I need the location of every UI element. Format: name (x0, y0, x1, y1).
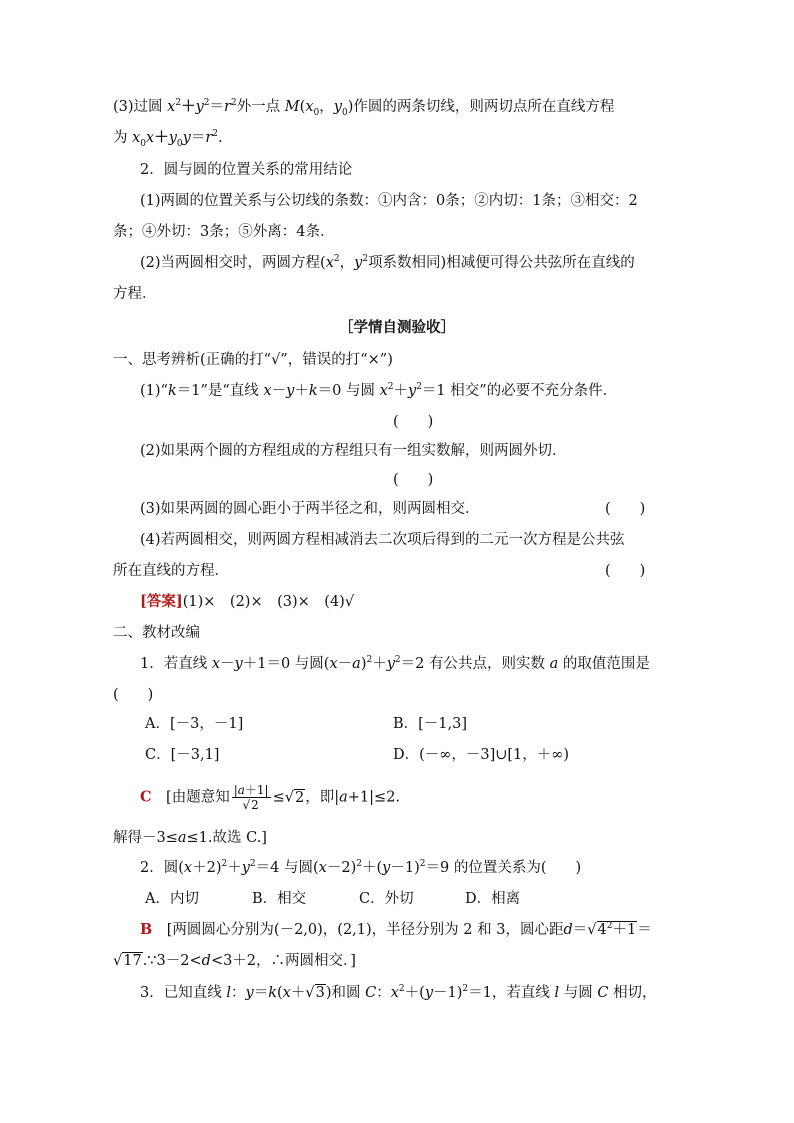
answer-blank-1: ( ) (393, 414, 434, 430)
conclusion-1-line1: (1)两圆的位置关系与公切线的条数：①内含：0条；②内切：1条；③相交：2 (140, 193, 638, 209)
exercise-1-option-b: B．[－1,3] (393, 716, 468, 732)
exercise-1-option-c: C．[－3,1] (145, 747, 220, 763)
conclusion-3-line2: 为 $x_0x+y_0y=r^2$. (113, 129, 223, 149)
section-title: ［学情自测验收］ (339, 319, 455, 336)
exercise-2-option-a: A．内切 (145, 891, 199, 907)
part2-title: 二、教材改编 (113, 625, 200, 641)
exercise-2-option-b: B．相交 (252, 891, 307, 907)
exercise-1-solution-line1: C [由题意知 $\frac{|a+1|}{√2}$ ≤√2，即|a+1|≤2. (140, 783, 401, 812)
exercise-1-option-a: A．[－3，－1] (145, 716, 244, 732)
answer-blank-2: ( ) (393, 472, 434, 488)
exercise-2-option-c: C．外切 (359, 891, 414, 907)
question-3: (3)如果两圆的圆心距小于两半径之和，则两圆相交． (140, 501, 480, 517)
answer-line: [答案](1)× (2)× (3)× (4)√ (140, 593, 355, 610)
conclusion-1-line2: 条；④外切：3条；⑤外离：4条． (113, 224, 335, 240)
subsection-title: 2．圆与圆的位置关系的常用结论 (140, 162, 353, 178)
fraction: $\frac{|a+1|}{√2}$ (233, 783, 269, 812)
question-4-line2: 所在直线的方程． (113, 563, 229, 579)
question-4-line1: (4)若两圆相交，则两圆方程相减消去二次项后得到的二元一次方程是公共弦 (140, 532, 625, 548)
exercise-2-option-d: D．相离 (465, 891, 521, 907)
exercise-2-line1: 2．圆$(x+2)^2+y^2=4$ 与圆$(x-2)^2+(y-1)^2=9$ 的位置关系为( ) (140, 859, 582, 876)
exercise-2-solution-line1: B [两圆圆心分别为(－2,0)，(2,1)，半径分别为 2 和 3，圆心距$d=√4^2+1=$ (140, 921, 652, 938)
conclusion-2-line2: 方程． (113, 286, 157, 302)
exercise-3-line1: 3．已知直线 l：y＝k(x＋√3)和圆 C：$x^2+(y-1)^2=1$，若直线 l 与圆 C 相切， (140, 984, 657, 1001)
exercise-1-line1: 1．若直线 x－y＋1＝0 与圆$(x-a)^2+y^2=2$ 有公共点，则实数 a 的取值范围是 (140, 655, 650, 672)
part1-title: 一、思考辨析(正确的打“√”，错误的打“×”) (113, 352, 393, 368)
conclusion-3-line1: (3)过圆 $x^2+y^2=r^2$外一点 $M(x_0$，$y_0$)作圆的两条切线，则两切点所在直线方程 (113, 98, 615, 118)
exercise-1-blank: ( ) (113, 687, 154, 703)
exercise-2-solution-line2: √17.∵3－2<d<3＋2，∴两圆相交．] (113, 953, 356, 969)
answer-blank-4: ( ) (605, 563, 646, 579)
exercise-1-solution-line2: 解得－3≤a≤1.故选 C.] (113, 830, 267, 846)
conclusion-2-line1: (2)当两圆相交时，两圆方程($x^2$，$y^2$项系数相同)相减便可得公共弦所在直线的 (140, 254, 635, 271)
answer-tag: [答案] (140, 593, 183, 610)
question-2: (2)如果两个圆的方程组成的方程组只有一组实数解，则两圆外切． (140, 443, 567, 459)
exercise-1-option-d: D．(－∞，－3]∪[1，＋∞) (393, 747, 570, 763)
answer-blank-3: ( ) (605, 501, 646, 517)
question-1: (1)“k＝1”是“直线 x－y＋k＝0 与圆 $x^2+y^2=1$ 相交”的必要不充分条件． (140, 382, 618, 399)
